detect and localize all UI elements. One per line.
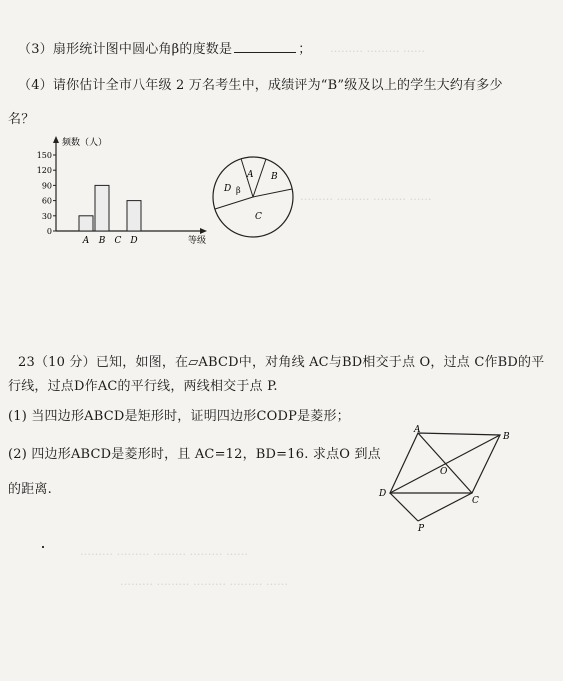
answer-blank[interactable] [234,40,296,53]
x-axis-label: 等级 [188,236,207,246]
y-axis-arrow [53,136,59,143]
question-23-part2-cont: 的距离. [8,482,52,497]
question-23-part2: (2) 四边形ABCD是菱形时，且 AC=12，BD=16. 求点O 到点 [8,447,381,462]
bar-chart [28,133,228,253]
question-23-line2: 行线，过点D作AC的平行线，两线相交于点 P. [8,379,278,394]
question-23-line1: 23（10 分）已知，如图，在▱ABCD中，对角线 AC与BD相交于点 O，过点 C作BD的平 [18,355,545,370]
category-label-c: C [114,236,122,246]
point-o: O [440,467,448,477]
point-d: D [379,489,387,499]
bar-d [127,201,141,231]
question-3 [18,38,311,57]
category-label-b: B [98,236,106,246]
bar-b [95,185,109,231]
point-b: B [503,432,510,442]
y-tick-label: 30 [41,211,52,221]
pie-label-a: A [247,170,254,180]
bar-a [79,216,93,231]
bleed-through: ……… ……… ……… ……… …… [120,575,288,588]
pie-label-c: C [255,212,262,222]
diagonal-ac [418,433,472,493]
bleed-through: ……… ……… ……… ……… …… [80,545,248,558]
question-4-line1: （4）请你估计全市八年级 2 万名考生中，成绩评为“B”级及以上的学生大约有多少 [18,78,503,93]
pie-chart [203,155,303,255]
geometry-figure [376,425,516,535]
bleed-through: ……… ……… ……… …… [300,190,432,203]
pie-radius-c [253,189,292,197]
pie-radius-b [253,159,266,197]
diagonal-bd [390,435,500,493]
question-3-text: 扇形统计图中圆心角β的度数是 [52,42,233,57]
pie-label-d: D [224,184,232,194]
point-a: A [414,425,421,435]
point-c: C [472,496,479,506]
y-tick-label: 0 [46,227,52,236]
y-tick-label: 90 [41,181,52,191]
y-axis-label: 频数（人） [62,138,108,148]
y-tick-label: 120 [36,166,52,176]
y-tick-label: 60 [41,196,52,206]
pie-label-beta: β [236,186,241,195]
bleed-through: ……… ……… …… [330,42,425,55]
category-label-d: D [130,236,138,246]
pie-radius-d [215,197,253,209]
y-tick-label: 150 [36,151,52,160]
question-3-semicolon: ； [298,42,312,57]
segment-dp [390,493,418,521]
question-3-prefix: （3） [18,42,53,57]
pie-label-b: B [271,172,278,182]
segment-cp [418,493,472,521]
category-label-a: A [82,236,90,246]
point-p: P [418,524,425,534]
question-4-line2: 名？ [8,112,35,127]
stray-dot [42,546,44,548]
question-23-part1: (1) 当四边形ABCD是矩形时，证明四边形CODP是菱形； [8,409,350,424]
